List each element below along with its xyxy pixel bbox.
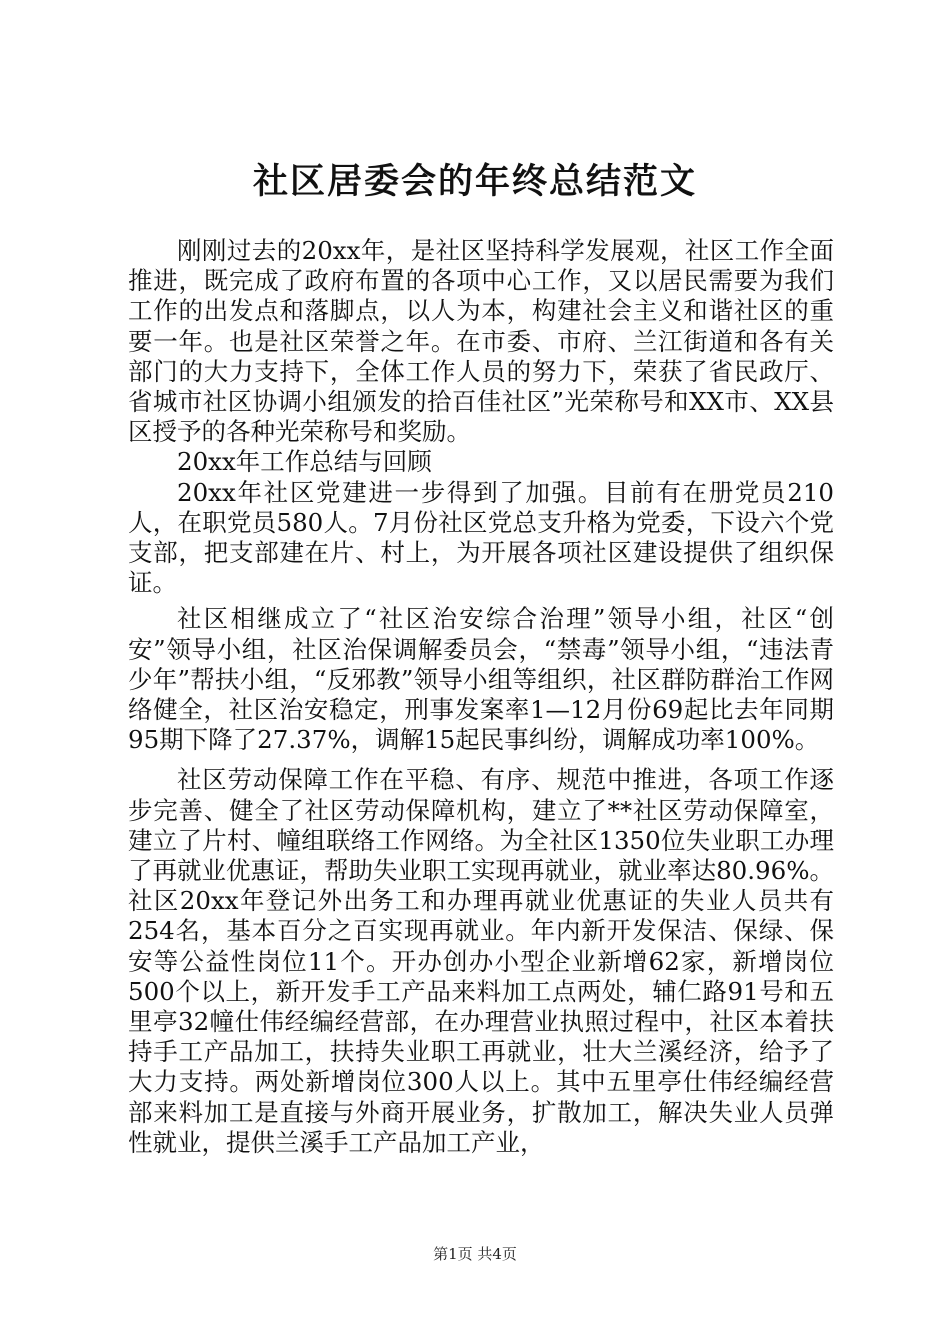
- paragraph-labor-security: 社区劳动保障工作在平稳、有序、规范中推进，各项工作逐步完善、健全了社区劳动保障机构，建立了**社区劳动保障室，建立了片村、幢组联络工作网络。为全社区1350位失业职工办理了再就业优惠证，帮助失业职工实现再就业，就业率达80.96%。社区20xx年登记外出务工和办理再就业优惠证的失业人员共有254名，基本百分之百实现再就业。年内新开发保洁、保绿、保安等公益性岗位11个。开办创办小型企业新增62家，新增岗位500个以上，新开发手工产品来料加工点两处，辅仁路91号和五里亭32幢仕伟经编经营部，在办理营业执照过程中，社区本着扶持手工产品加工，扶持失业职工再就业，壮大兰溪经济，给予了大力支持。两处新增岗位300人以上。其中五里亭仕伟经编经营部来料加工是直接与外商开展业务，扩散加工，解决失业人员弹性就业，提供兰溪手工产品加工产业，: [128, 765, 834, 1157]
- paragraph-intro: 刚刚过去的20xx年，是社区坚持科学发展观，社区工作全面推进，既完成了政府布置的各项中心工作，又以居民需要为我们工作的出发点和落脚点，以人为本，构建社会主义和谐社区的重要一年。也是社区荣誉之年。在市委、市府、兰江街道和各有关部门的大力支持下，全体工作人员的努力下，荣获了省民政厅、省城市社区协调小组颁发的拾百佳社区”光荣称号和XX市、XX县区授予的各种光荣称号和奖励。: [128, 236, 834, 447]
- paragraph-public-security: 社区相继成立了“社区治安综合治理”领导小组，社区“创安”领导小组，社区治保调解委员会，“禁毒”领导小组，“违法青少年”帮扶小组，“反邪教”领导小组等组织，社区群防群治工作网络健全，社区治安稳定，刑事发案率1—12月份69起比去年同期95期下降了27.37%，调解15起民事纠纷，调解成功率100%。: [128, 604, 834, 755]
- section-heading: 20xx年工作总结与回顾: [177, 447, 432, 477]
- document-title: 社区居委会的年终总结范文: [252, 161, 697, 202]
- page-footer: 第1页 共4页: [433, 1245, 517, 1263]
- paragraph-party-building: 20xx年社区党建进一步得到了加强。目前有在册党员210人，在职党员580人。7月份社区党总支升格为党委，下设六个党支部，把支部建在片、村上，为开展各项社区建设提供了组织保证。: [128, 477, 834, 598]
- document-body: [128, 236, 834, 1158]
